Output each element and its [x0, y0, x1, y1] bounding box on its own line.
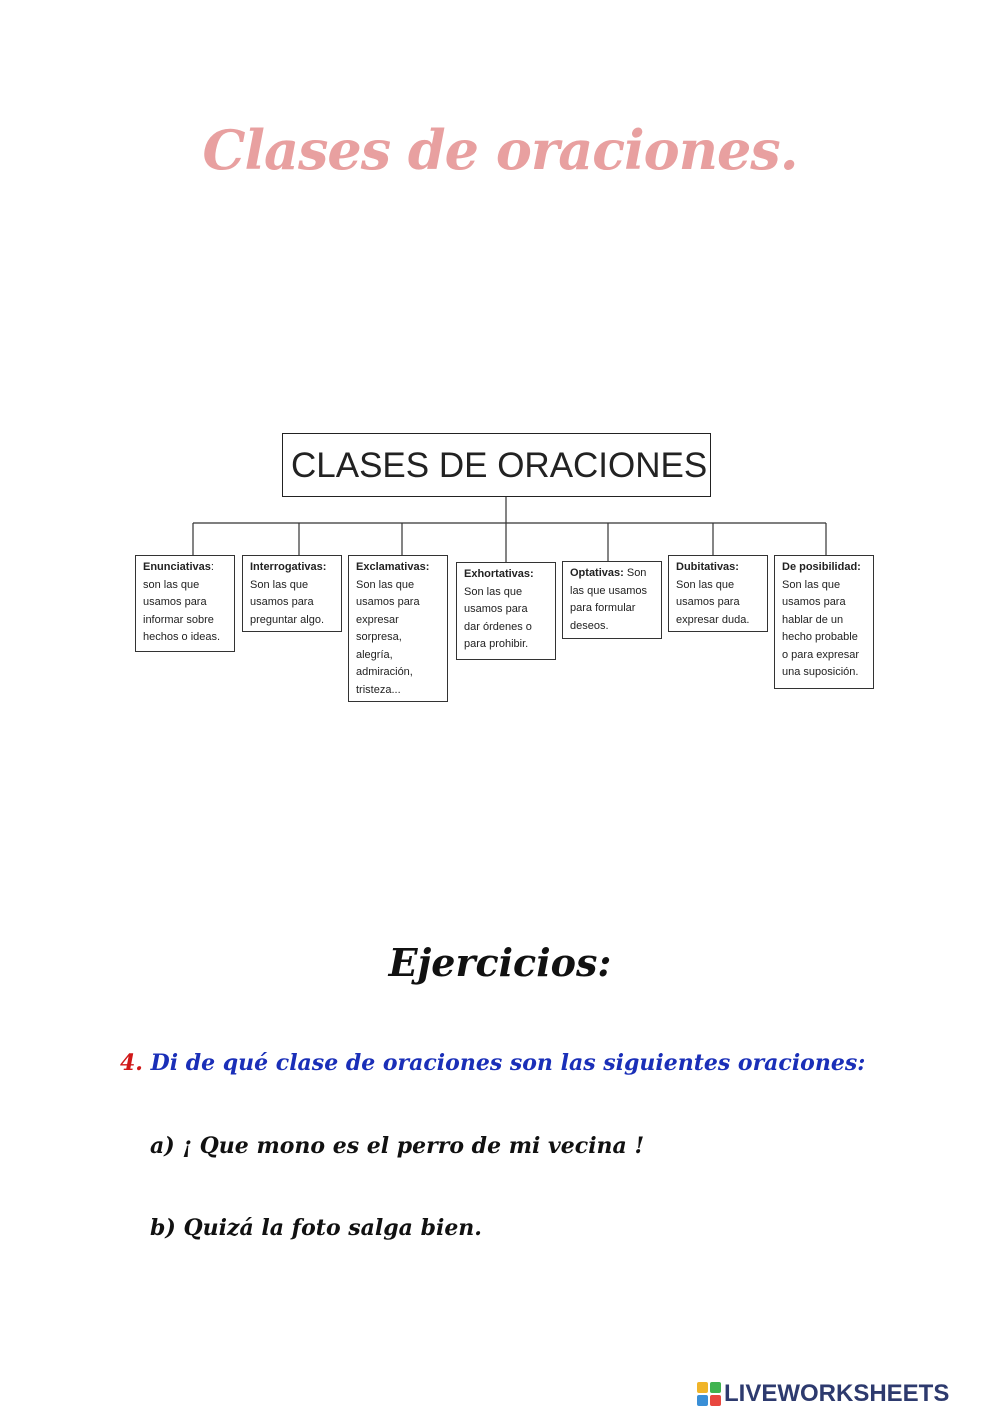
liveworksheets-logo: [697, 1378, 949, 1410]
question-4: [120, 1050, 980, 1076]
box-line: Son las que: [464, 585, 523, 598]
box-line: deseos.: [570, 619, 609, 632]
box-line: usamos para: [143, 596, 207, 608]
box-line: para prohibir.: [464, 638, 529, 650]
box-title: Optativas:: [570, 567, 624, 579]
box-line: dar órdenes o: [464, 620, 532, 633]
box-dubitativas: [668, 555, 768, 632]
box-line: expresar: [356, 613, 399, 626]
liveworksheets-logo-icon: [697, 1382, 721, 1406]
box-line: Son las que: [782, 578, 841, 591]
exercises-heading: Ejercicios:: [388, 940, 612, 985]
box-line: usamos para: [464, 603, 528, 615]
box-de-posibilidad: [774, 555, 874, 689]
logo-text: LIVEWORKSHEETS: [724, 1380, 950, 1407]
box-line: usamos para: [250, 596, 314, 608]
box-title: De posibilidad:: [782, 561, 861, 573]
box-line: sorpresa,: [356, 631, 402, 643]
box-line: hechos o ideas.: [143, 631, 221, 643]
box-line: Son las que: [250, 578, 309, 591]
box-line: usamos para: [782, 596, 846, 608]
page-title: Clases de oraciones.: [202, 118, 798, 182]
box-line: Son: [623, 567, 647, 579]
box-line: alegría,: [356, 648, 393, 661]
box-line: para formular: [570, 602, 636, 614]
question-number: 4.: [120, 1050, 143, 1076]
box-line: usamos para: [676, 596, 740, 608]
box-enunciativas: [135, 555, 235, 652]
box-line: Son las que: [356, 578, 415, 591]
box-line: expresar duda.: [676, 613, 750, 626]
box-line: una suposición.: [782, 666, 859, 678]
box-title: Enunciativas: [143, 561, 211, 573]
question-text: Di de qué clase de oraciones son las siguientes oraciones:: [142, 1050, 866, 1076]
box-line: :: [210, 561, 214, 573]
box-interrogativas: [242, 555, 342, 632]
diagram-root-box: CLASES DE ORACIONES: [282, 433, 711, 497]
box-optativas: [562, 561, 662, 639]
box-title: Exclamativas:: [356, 561, 430, 573]
exercise-item-b: b) Quizá la foto salga bien.: [150, 1215, 482, 1241]
exercise-item-a: a) ¡ Que mono es el perro de mi vecina !: [150, 1133, 645, 1159]
box-exclamativas: [348, 555, 448, 702]
box-line: preguntar algo.: [250, 613, 324, 626]
box-line: admiración,: [356, 666, 413, 678]
box-line: Son las que: [676, 578, 735, 591]
box-exhortativas: [456, 562, 556, 660]
box-title: Exhortativas:: [464, 568, 534, 580]
box-line: hablar de un: [782, 613, 844, 626]
box-title: Interrogativas:: [250, 561, 327, 573]
box-line: son las que: [143, 578, 200, 591]
box-line: usamos para: [356, 596, 420, 608]
box-line: informar sobre: [143, 613, 214, 626]
box-line: las que usamos: [570, 584, 648, 597]
box-line: o para expresar: [782, 648, 860, 661]
box-line: hecho probable: [782, 631, 858, 643]
box-line: tristeza...: [356, 683, 401, 696]
box-title: Dubitativas:: [676, 561, 739, 573]
